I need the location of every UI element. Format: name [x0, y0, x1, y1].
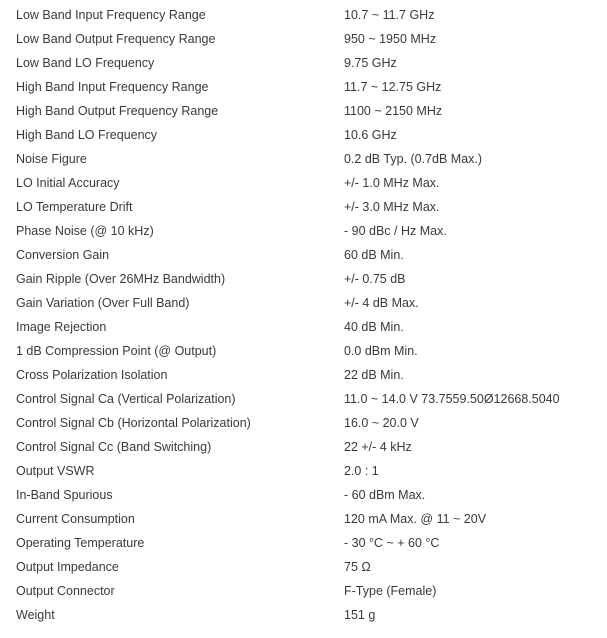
spec-label: Output VSWR — [16, 464, 95, 478]
spec-row — [0, 75, 607, 99]
spec-value: 950 ~ 1950 MHz — [344, 32, 437, 46]
spec-label: Low Band LO Frequency — [16, 56, 155, 70]
spec-value: 11.0 ~ 14.0 V 73.7559.50Ø12668.5040 — [344, 392, 560, 406]
spec-value: F-Type (Female) — [344, 584, 437, 598]
spec-label: Gain Ripple (Over 26MHz Bandwidth) — [16, 272, 226, 286]
spec-row — [0, 483, 607, 507]
spec-label: Gain Variation (Over Full Band) — [16, 296, 190, 310]
spec-row — [0, 531, 607, 555]
spec-row — [0, 315, 607, 339]
spec-label: Image Rejection — [16, 320, 107, 334]
spec-label: LO Temperature Drift — [16, 200, 133, 214]
spec-value: 11.7 ~ 12.75 GHz — [344, 80, 442, 94]
spec-value: 75 Ω — [344, 560, 371, 574]
spec-value: 120 mA Max. @ 11 ~ 20V — [344, 512, 487, 526]
spec-label: In-Band Spurious — [16, 488, 113, 502]
spec-value: 22 +/- 4 kHz — [344, 440, 412, 454]
spec-row — [0, 171, 607, 195]
spec-label: Current Consumption — [16, 512, 135, 526]
spec-label: Conversion Gain — [16, 248, 110, 262]
spec-label: High Band Input Frequency Range — [16, 80, 209, 94]
spec-row — [0, 219, 607, 243]
spec-value: +/- 1.0 MHz Max. — [344, 176, 440, 190]
spec-row — [0, 267, 607, 291]
spec-row — [0, 387, 607, 411]
spec-value: 151 g — [344, 608, 376, 622]
spec-label: LO Initial Accuracy — [16, 176, 120, 190]
spec-label: Control Signal Cc (Band Switching) — [16, 440, 212, 454]
spec-value: - 60 dBm Max. — [344, 488, 426, 502]
spec-row — [0, 195, 607, 219]
spec-value: 0.2 dB Typ. (0.7dB Max.) — [344, 152, 483, 166]
spec-value: 10.6 GHz — [344, 128, 397, 142]
spec-value: - 30 °C ~ + 60 °C — [344, 536, 440, 550]
spec-value: 2.0 : 1 — [344, 464, 379, 478]
spec-value: +/- 0.75 dB — [344, 272, 406, 286]
spec-row — [0, 411, 607, 435]
spec-label: High Band LO Frequency — [16, 128, 158, 142]
spec-row — [0, 339, 607, 363]
spec-label: Cross Polarization Isolation — [16, 368, 168, 382]
spec-label: Output Impedance — [16, 560, 119, 574]
spec-value: +/- 4 dB Max. — [344, 296, 419, 310]
spec-label: Weight — [16, 608, 55, 622]
spec-row — [0, 3, 607, 27]
spec-label: Low Band Input Frequency Range — [16, 8, 206, 22]
spec-row — [0, 147, 607, 171]
spec-label: Operating Temperature — [16, 536, 145, 550]
spec-value: 22 dB Min. — [344, 368, 404, 382]
spec-row — [0, 435, 607, 459]
spec-value: 10.7 ~ 11.7 GHz — [344, 8, 435, 22]
spec-row — [0, 51, 607, 75]
spec-label: High Band Output Frequency Range — [16, 104, 219, 118]
spec-value: 60 dB Min. — [344, 248, 404, 262]
spec-value: 0.0 dBm Min. — [344, 344, 418, 358]
spec-label: Noise Figure — [16, 152, 87, 166]
spec-value: +/- 3.0 MHz Max. — [344, 200, 440, 214]
spec-label: Control Signal Ca (Vertical Polarization) — [16, 392, 236, 406]
spec-row — [0, 507, 607, 531]
spec-value: 1100 ~ 2150 MHz — [344, 104, 443, 118]
spec-label: Output Connector — [16, 584, 115, 598]
spec-row — [0, 99, 607, 123]
spec-label: Control Signal Cb (Horizontal Polarization) — [16, 416, 251, 430]
spec-row — [0, 459, 607, 483]
spec-row — [0, 243, 607, 267]
spec-value: 16.0 ~ 20.0 V — [344, 416, 419, 430]
spec-value: 40 dB Min. — [344, 320, 404, 334]
spec-row — [0, 363, 607, 387]
spec-row — [0, 603, 607, 627]
spec-row — [0, 291, 607, 315]
spec-row — [0, 123, 607, 147]
spec-label: 1 dB Compression Point (@ Output) — [16, 344, 217, 358]
spec-row — [0, 555, 607, 579]
spec-value: 9.75 GHz — [344, 56, 397, 70]
spec-row — [0, 579, 607, 603]
spec-value: - 90 dBc / Hz Max. — [344, 224, 447, 238]
spec-label: Low Band Output Frequency Range — [16, 32, 216, 46]
spec-label: Phase Noise (@ 10 kHz) — [16, 224, 154, 238]
spec-row — [0, 27, 607, 51]
